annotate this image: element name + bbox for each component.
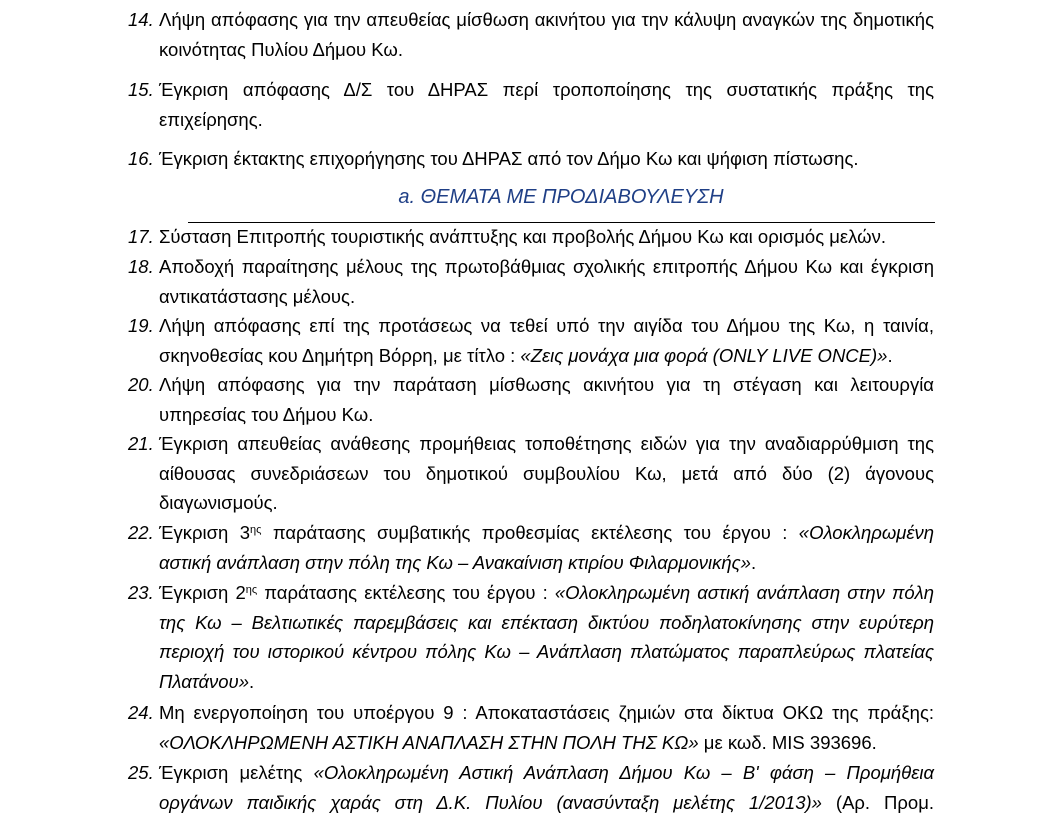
item-text: Λήψη απόφασης για την παράταση μίσθωσης ακινήτου για τη στέγαση και λειτουργία υπηρεσίας του Δήμου Κω. bbox=[159, 374, 934, 425]
item-text bbox=[159, 518, 934, 577]
item-text: Σύσταση Επιτροπής τουριστικής ανάπτυξης και προβολής Δήμου Κω και ορισμός μελών. bbox=[159, 226, 886, 247]
item-number: 25. bbox=[128, 762, 154, 783]
item-number: 24. bbox=[128, 702, 154, 723]
item-number: 20. bbox=[128, 374, 154, 395]
item-text: Έγκριση απευθείας ανάθεσης προμήθειας τοποθέτησης ειδών για την αναδιαρρύθμιση της αίθουσας συνεδριάσεων του δημοτικού συμβουλίου Κω, μετά από δύο (2) άγονους διαγωνισμούς. bbox=[159, 433, 934, 513]
item-number: 14. bbox=[128, 9, 154, 30]
item-text bbox=[159, 698, 934, 757]
ordinal-suffix: ης bbox=[245, 584, 258, 596]
item-text bbox=[159, 311, 934, 370]
item-text-part: με κωδ. MIS 393696. bbox=[698, 731, 877, 753]
agenda-item-21 bbox=[128, 429, 934, 518]
agenda-item-14 bbox=[128, 5, 934, 64]
item-text-part: (Αρ. Προμ. bbox=[821, 791, 935, 813]
item-number: 16. bbox=[128, 148, 154, 169]
agenda-item-24 bbox=[128, 698, 934, 757]
item-text bbox=[159, 578, 934, 696]
agenda-item-23 bbox=[128, 578, 934, 696]
section-heading bbox=[128, 186, 934, 214]
agenda-item-17 bbox=[128, 222, 934, 252]
item-number: 19. bbox=[128, 315, 154, 336]
item-text-part: Έγκριση 2 bbox=[159, 582, 246, 603]
item-text bbox=[159, 758, 934, 817]
item-text-part: Έγκριση μελέτης bbox=[159, 762, 314, 783]
agenda-item-19 bbox=[128, 311, 934, 370]
item-text-part: παράτασης συμβατικής προθεσμίας εκτέλεσης του έργου : bbox=[261, 522, 799, 543]
item-text-part: . bbox=[750, 551, 757, 573]
item-number: 23. bbox=[128, 582, 154, 603]
study-title: «Ολοκληρωμένη Αστική Ανάπλαση Δήμου Κω – Β' φάση – Προμήθεια οργάνων παιδικής χαράς στη Δ.Κ. Πυλίου (ανασύνταξη μελέτης 1/2013)» bbox=[159, 762, 935, 813]
agenda-item-15 bbox=[128, 75, 934, 134]
project-title: «Ολοκληρωμένη αστική ανάπλαση στην πόλη της Κω – Βελτιωτικές παρεμβάσεις και επέκταση δικτύου ποδηλατοκίνησης στην ευρύτερη περιοχή του ιστορικού κέντρου πόλης Κω – Ανάπλαση πλατώματος παραπλεύρως πλατείας Πλατάνου» bbox=[159, 582, 935, 692]
agenda-item-20 bbox=[128, 370, 934, 429]
item-text-part: . bbox=[887, 344, 893, 366]
item-text: Λήψη απόφασης για την απευθείας μίσθωση ακινήτου για την κάλυψη αναγκών της δημοτικής κοινότητας Πυλίου Δήμου Κω. bbox=[159, 9, 934, 60]
agenda-item-16 bbox=[128, 144, 934, 174]
item-number: 17. bbox=[128, 226, 154, 247]
agenda-item-18 bbox=[128, 252, 934, 311]
film-title: «Ζεις μονάχα μια φορά (ONLY LIVE ONCE)» bbox=[520, 344, 888, 366]
item-number: 15. bbox=[128, 79, 154, 100]
agenda-item-22 bbox=[128, 518, 934, 577]
item-number: 21. bbox=[128, 433, 154, 454]
item-text-part: Έγκριση 3 bbox=[159, 522, 251, 543]
project-title: «Ολοκληρωμένη αστική ανάπλαση στην πόλη της Κω – Ανακαίνιση κτιρίου Φιλαρμονικής» bbox=[159, 522, 935, 573]
ordinal-suffix: ης bbox=[250, 524, 262, 536]
item-text: Αποδοχή παραίτησης μέλους της πρωτοβάθμιας σχολικής επιτροπής Δήμου Κω και έγκριση αντικατάστασης μέλους. bbox=[159, 256, 934, 307]
item-text-part: Μη ενεργοποίηση του υποέργου 9 : Αποκαταστάσεις ζημιών στα δίκτυα ΟΚΩ της πράξης: bbox=[159, 702, 934, 723]
item-text: Έγκριση έκτακτης επιχορήγησης του ΔΗΡΑΣ από τον Δήμο Κω και ψήφιση πίστωσης. bbox=[159, 148, 859, 169]
section-heading-text: a. ΘΕΜΑΤΑ ΜΕ ΠΡΟΔΙΑΒΟΥΛΕΥΣΗ bbox=[398, 186, 724, 208]
item-text: Έγκριση απόφασης Δ/Σ του ΔΗΡΑΣ περί τροποποίησης της συστατικής πράξης της επιχείρησης. bbox=[159, 79, 934, 130]
item-text-part: . bbox=[249, 670, 255, 692]
item-text-part: παράτασης εκτέλεσης του έργου : bbox=[257, 582, 555, 603]
agenda-item-25 bbox=[128, 758, 934, 817]
item-text-part: Λήψη απόφασης επί της προτάσεως να τεθεί υπό την αιγίδα του Δήμου της Κω, η ταινία, σκηνοθεσίας κου Δημήτρη Βόρρη, με τίτλο : bbox=[159, 315, 934, 366]
project-title: «ΟΛΟΚΛΗΡΩΜΕΝΗ ΑΣΤΙΚΗ ΑΝΑΠΛΑΣΗ ΣΤΗΝ ΠΟΛΗ ΤΗΣ ΚΩ» bbox=[159, 731, 699, 753]
item-number: 18. bbox=[128, 256, 154, 277]
item-number: 22. bbox=[128, 522, 154, 543]
